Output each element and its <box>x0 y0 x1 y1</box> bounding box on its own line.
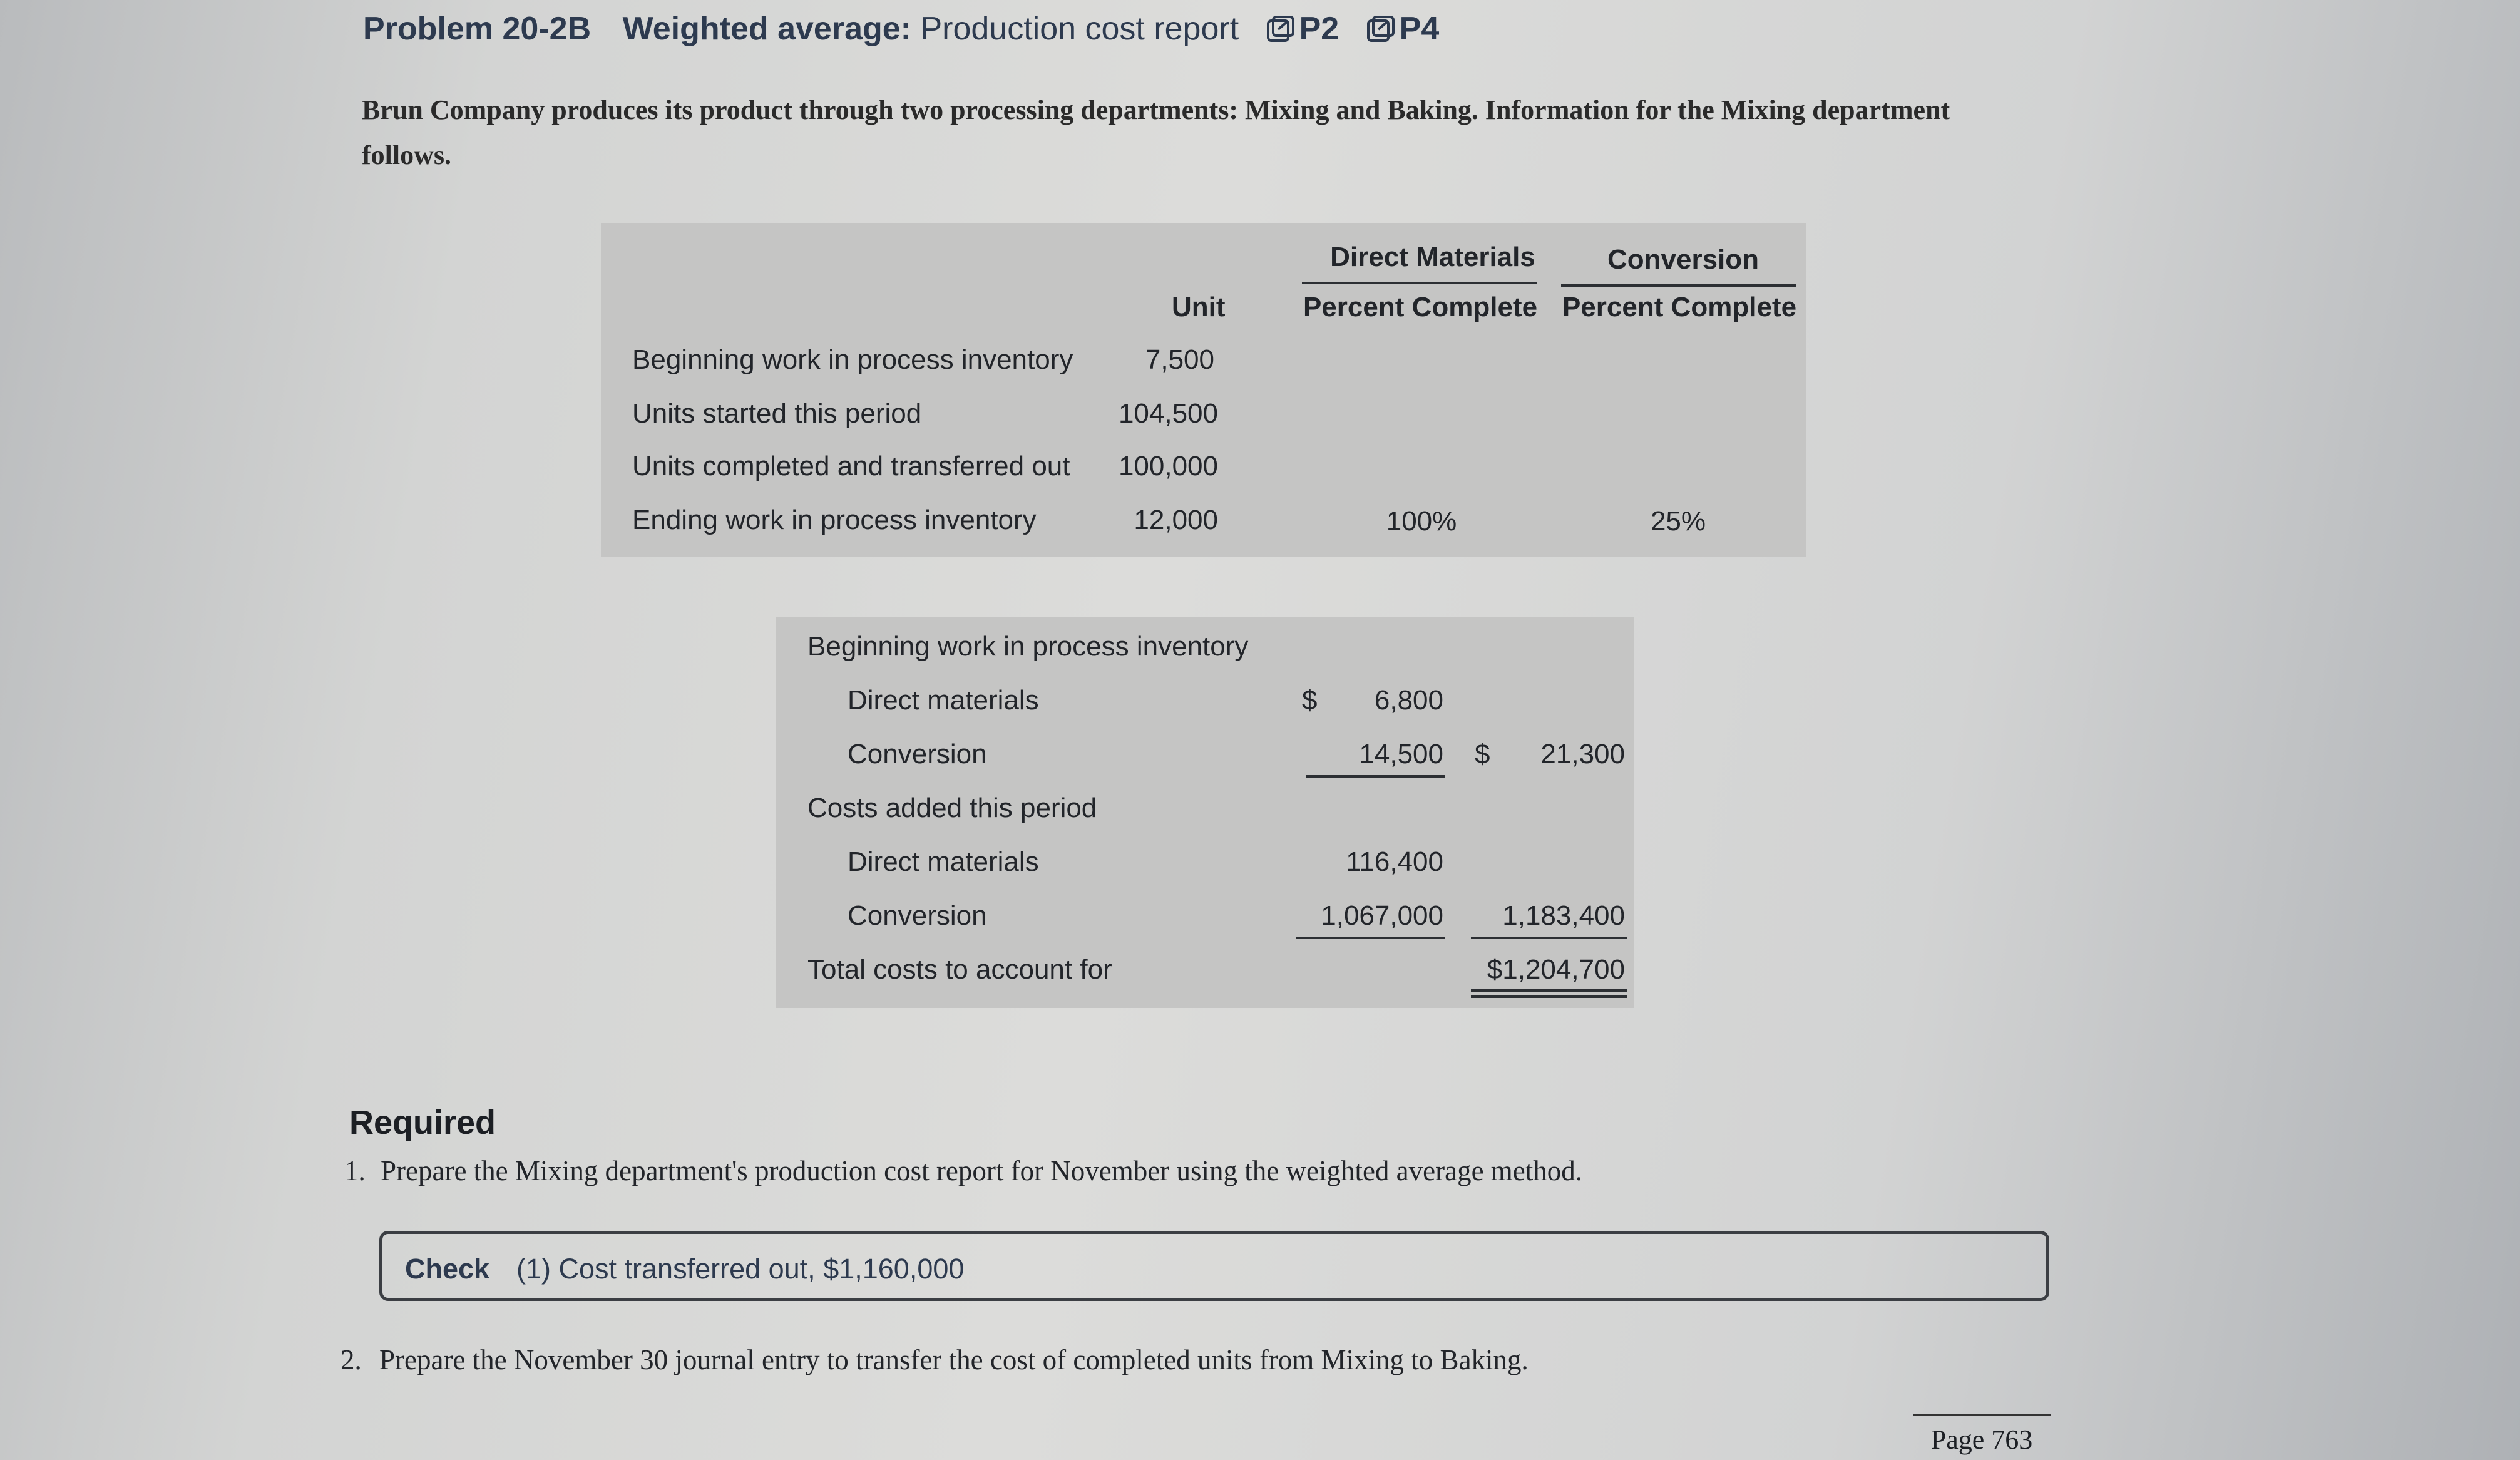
problem-header <box>363 10 1439 48</box>
subtotal-rule <box>1471 937 1627 939</box>
row-label: Beginning work in process inventory <box>632 344 1073 375</box>
problem-subtitle: Production cost report <box>920 11 1239 47</box>
check-text: (1) Cost transferred out, $1,160,000 <box>516 1253 965 1285</box>
row-unit: 104,500 <box>1118 398 1218 429</box>
beg-conv-label: Conversion <box>848 739 987 769</box>
row-dm-percent: 100% <box>1386 506 1457 537</box>
beg-conv-value: 14,500 <box>1359 739 1443 769</box>
add-conv-value: 1,067,000 <box>1321 900 1443 931</box>
check-label: Check <box>405 1253 490 1285</box>
required-heading: Required <box>349 1104 496 1141</box>
dm-header-bottom: Percent Complete <box>1303 292 1538 322</box>
conv-header-bottom: Percent Complete <box>1562 292 1797 322</box>
total-costs-label: Total costs to account for <box>807 954 1112 985</box>
beg-dm-label: Direct materials <box>848 685 1039 716</box>
add-total-value: 1,183,400 <box>1502 900 1625 931</box>
objective-icon <box>1366 14 1396 44</box>
row-label: Ending work in process inventory <box>632 505 1037 535</box>
row-label: Units started this period <box>632 398 922 429</box>
conv-header-top: Conversion <box>1607 244 1759 275</box>
units-table <box>601 223 1806 557</box>
check-box <box>379 1231 2049 1301</box>
dm-header-top: Direct Materials <box>1330 242 1535 272</box>
header-rule <box>1302 282 1537 284</box>
learning-objective-p4[interactable] <box>1366 10 1440 48</box>
question-1-number: 1. <box>344 1155 366 1186</box>
double-rule <box>1471 989 1627 992</box>
tag-label: P4 <box>1399 11 1440 47</box>
row-unit: 100,000 <box>1118 451 1218 481</box>
beg-total-value: 21,300 <box>1540 739 1625 769</box>
tag-label: P2 <box>1299 11 1339 47</box>
add-dm-label: Direct materials <box>848 846 1039 877</box>
problem-number: Problem 20-2B <box>363 11 592 47</box>
intro-paragraph: Brun Company produces its product through two processing departments: Mixing and Baking. Information for the Mixing department follows. <box>362 95 1950 170</box>
learning-objective-p2[interactable] <box>1266 10 1339 48</box>
row-label: Units completed and transferred out <box>632 451 1070 481</box>
beg-dm-value: 6,800 <box>1374 685 1443 716</box>
objective-icon <box>1266 14 1296 44</box>
row-unit: 7,500 <box>1145 344 1214 375</box>
row-conv-percent: 25% <box>1650 506 1706 537</box>
subtotal-rule <box>1306 775 1445 778</box>
beginning-wip-label: Beginning work in process inventory <box>807 631 1249 662</box>
double-rule <box>1471 995 1627 998</box>
cost-table <box>776 617 1634 1008</box>
add-conv-label: Conversion <box>848 900 987 931</box>
problem-title: Weighted average: <box>622 11 911 47</box>
dollar-sign: $ <box>1302 685 1318 716</box>
question-2: Prepare the November 30 journal entry to transfer the cost of completed units from Mixing to Baking. <box>379 1344 1529 1375</box>
header-rule <box>1561 284 1796 287</box>
subtotal-rule <box>1296 937 1445 939</box>
page-number: Page 763 <box>1913 1414 2051 1456</box>
grand-total-value: $1,204,700 <box>1487 954 1625 985</box>
add-dm-value: 116,400 <box>1346 846 1443 877</box>
question-1: Prepare the Mixing department's production cost report for November using the weighted average method. <box>381 1155 1583 1186</box>
question-2-number: 2. <box>341 1344 362 1375</box>
unit-header: Unit <box>1172 292 1226 322</box>
dollar-sign: $ <box>1475 739 1490 769</box>
row-unit: 12,000 <box>1134 505 1218 535</box>
costs-added-label: Costs added this period <box>807 793 1097 823</box>
